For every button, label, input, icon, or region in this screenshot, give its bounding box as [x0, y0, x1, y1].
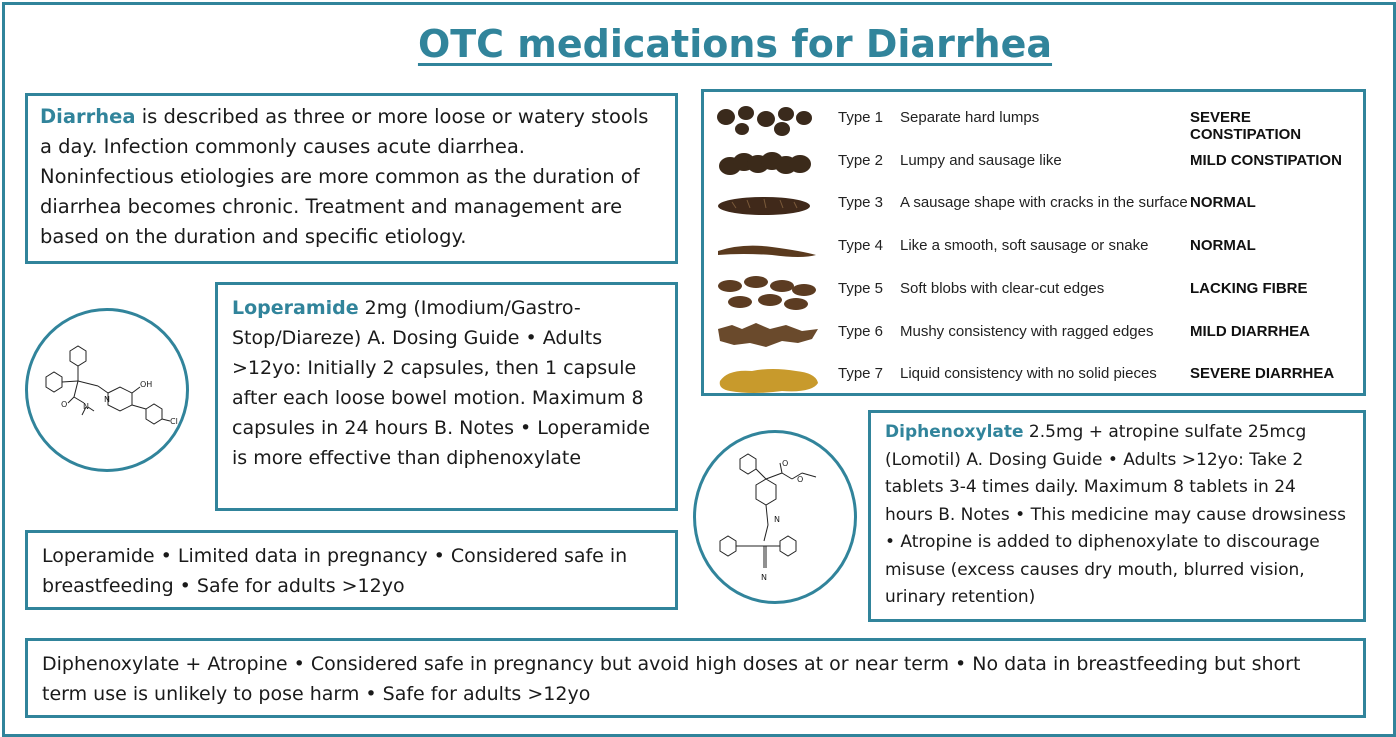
stool-description: Mushy consistency with ragged edges	[900, 322, 1154, 340]
diphenoxylate-name: Diphenoxylate	[885, 422, 1024, 442]
definition-term: Diarrhea	[40, 105, 136, 128]
loperamide-text: 2mg (Imodium/Gastro-Stop/Diareze) A. Dosing Guide • Adults >12yo: Initially 2 capsules, then 1 capsule after each loose bowel motion. Maximum 8 capsules in 24 hours B. Notes • Loperamide is more effective than diphenoxylate	[232, 297, 650, 469]
loperamide-cl-label: Cl	[170, 417, 178, 426]
stool-description: Separate hard lumps	[900, 109, 1040, 126]
stool-row	[704, 313, 1363, 353]
stool-description: A sausage shape with cracks in the surface	[900, 194, 1188, 212]
stool-image	[712, 272, 824, 312]
stool-description: Like a smooth, soft sausage or snake	[900, 237, 1149, 255]
loperamide-box	[215, 282, 678, 511]
loperamide-n1-label: N	[83, 402, 89, 411]
stool-type: Type 6	[838, 322, 884, 340]
definition-text: is described as three or more loose or watery stools a day. Infection commonly causes acute diarrhea. Noninfectious etiologies are more common as the duration of diarrhea becomes chronic. Treatment and management are based on the duration and specific etiology.	[40, 105, 649, 248]
diphenoxylate-safety-box	[25, 638, 1366, 718]
diphenoxylate-box	[868, 410, 1366, 622]
stool-classification: SEVERE CONSTIPATION	[1190, 109, 1302, 143]
stool-type: Type 4	[838, 237, 884, 255]
loperamide-structure	[25, 308, 189, 472]
stool-image	[712, 229, 824, 269]
stool-row	[704, 99, 1363, 143]
stool-classification: SEVERE DIARRHEA	[1190, 365, 1335, 383]
stool-type: Type 5	[838, 279, 884, 297]
page-title: OTC medications for Diarrhea	[417, 22, 1053, 66]
stool-row	[704, 270, 1363, 310]
definition-box	[25, 93, 678, 264]
loperamide-name: Loperamide	[232, 297, 359, 319]
loperamide-structure-drawing	[28, 311, 186, 469]
stool-image	[712, 144, 824, 184]
stool-classification: LACKING FIBRE	[1190, 279, 1308, 297]
stool-image	[712, 186, 824, 226]
stool-type: Type 2	[838, 151, 884, 169]
stool-row	[704, 227, 1363, 267]
diphenoxylate-o1-label: O	[782, 459, 789, 468]
diphenoxylate-structure	[693, 430, 857, 604]
loperamide-safety-box	[25, 530, 678, 610]
loperamide-o-label: O	[61, 400, 68, 409]
loperamide-oh-label: OH	[140, 380, 153, 389]
stool-image	[712, 357, 824, 397]
stool-classification: NORMAL	[1190, 237, 1256, 255]
stool-classification: NORMAL	[1190, 194, 1256, 212]
loperamide-safety-text: Loperamide • Limited data in pregnancy • Considered safe in breastfeeding • Safe for adults >12yo	[42, 545, 628, 597]
stool-type: Type 7	[838, 365, 884, 383]
bristol-stool-chart	[701, 89, 1366, 396]
diphenoxylate-n1-label: N	[774, 515, 780, 524]
stool-type: Type 1	[838, 109, 884, 126]
diphenoxylate-safety-text: Diphenoxylate + Atropine • Considered safe in pregnancy but avoid high doses at or near term • No data in breastfeeding but short term use is unlikely to pose harm • Safe for adults >12yo	[42, 653, 1301, 705]
stool-description: Soft blobs with clear-cut edges	[900, 279, 1105, 297]
stool-description: Lumpy and sausage like	[900, 151, 1062, 169]
diphenoxylate-o2-label: O	[797, 475, 804, 484]
stool-image	[712, 101, 824, 141]
stool-description: Liquid consistency with no solid pieces	[900, 365, 1157, 383]
diphenoxylate-n2-label: N	[761, 573, 767, 582]
loperamide-n2-label: N	[104, 395, 110, 404]
stool-classification: MILD DIARRHEA	[1190, 322, 1310, 340]
stool-row	[704, 142, 1363, 182]
diphenoxylate-text: 2.5mg + atropine sulfate 25mcg (Lomotil) A. Dosing Guide • Adults >12yo: Take 2 tablets 3-4 times daily. Maximum 8 tablets in 24 hours B. Notes • This medicine may cause drowsiness • Atropine is added to diphenoxylate to discourage misuse (excess causes dry mouth, blurred vision, urinary retention)	[885, 422, 1346, 607]
stool-row	[704, 184, 1363, 224]
stool-type: Type 3	[838, 194, 884, 212]
stool-row	[704, 355, 1363, 395]
stool-image	[712, 315, 824, 355]
stool-classification: MILD CONSTIPATION	[1190, 151, 1342, 169]
